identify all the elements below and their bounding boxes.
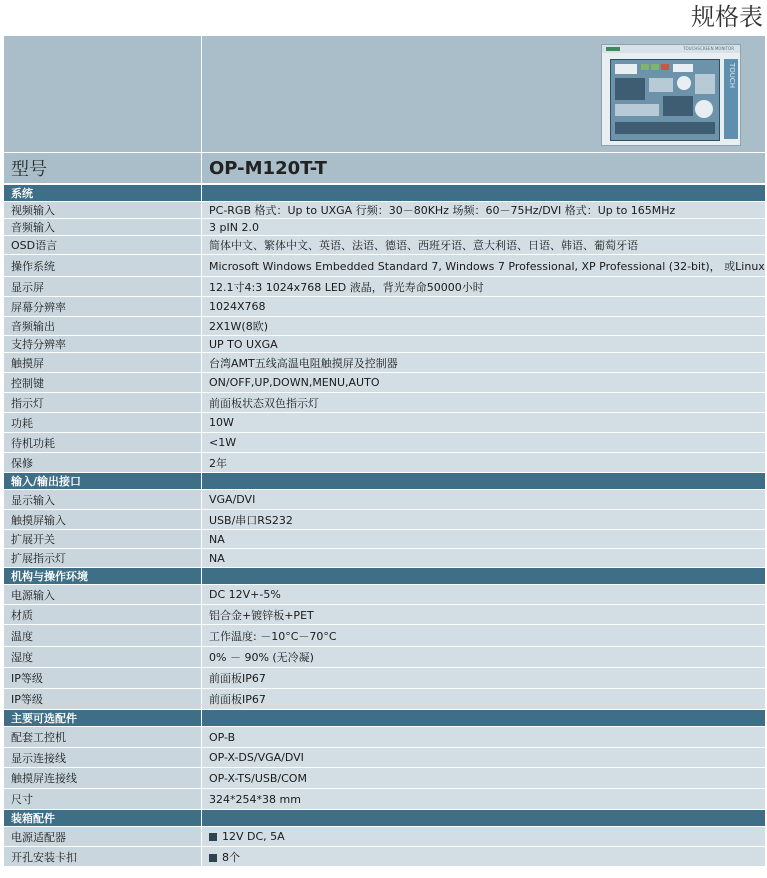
spec-value: 3 pIN 2.0 xyxy=(202,219,766,236)
product-side-label: TOUCH xyxy=(728,63,736,89)
section-header-environment xyxy=(4,568,766,585)
section-title: 主要可选配件 xyxy=(4,710,202,727)
spec-row xyxy=(4,789,766,810)
spec-value: DC 12V+-5% xyxy=(202,585,766,605)
spec-label: 音频输出 xyxy=(4,317,202,336)
spec-label: OSD语言 xyxy=(4,236,202,255)
section-title: 装箱配件 xyxy=(4,810,202,827)
spec-value: VGA/DVI xyxy=(202,490,766,510)
spec-value: 工作温度: －10°C－70°C xyxy=(202,625,766,647)
spec-row xyxy=(4,219,766,236)
spec-value: 简体中文、繁体中文、英语、法语、德语、西班牙语、意大利语、日语、韩语、葡萄牙语 xyxy=(202,236,766,255)
spec-value: OP-X-TS/USB/COM xyxy=(202,768,766,789)
model-value: OP-M120T-T xyxy=(202,153,766,185)
spec-label: 湿度 xyxy=(4,647,202,668)
spec-row xyxy=(4,689,766,710)
spec-row xyxy=(4,748,766,768)
section-title: 系统 xyxy=(4,185,202,202)
spec-row xyxy=(4,393,766,413)
spec-value: UP TO UXGA xyxy=(202,336,766,353)
spec-label: 功耗 xyxy=(4,413,202,433)
model-row xyxy=(4,153,766,185)
spec-label: 控制键 xyxy=(4,373,202,393)
spec-row xyxy=(4,336,766,353)
screen-panel xyxy=(649,78,673,92)
spec-value: Microsoft Windows Embedded Standard 7, Windows 7 Professional, XP Professional (32-bit)， 或Linux xyxy=(202,255,766,277)
spec-label: 触摸屏连接线 xyxy=(4,768,202,789)
spec-label: 屏幕分辨率 xyxy=(4,297,202,317)
spec-value: 324*254*38 mm xyxy=(202,789,766,810)
spec-value: 台湾AMT五线高温电阻触摸屏及控制器 xyxy=(202,353,766,373)
section-header-packing xyxy=(4,810,766,827)
spec-row xyxy=(4,827,766,847)
spec-label: IP等级 xyxy=(4,668,202,689)
spec-label: 指示灯 xyxy=(4,393,202,413)
spec-value: 铝合金+镀锌板+PET xyxy=(202,605,766,625)
screen-dial xyxy=(677,76,691,90)
screen-panel xyxy=(695,74,715,94)
spec-row xyxy=(4,317,766,336)
screen-indicator xyxy=(641,64,649,70)
spec-label: 待机功耗 xyxy=(4,433,202,453)
spec-row xyxy=(4,490,766,510)
spec-value: 12.1寸4:3 1024x768 LED 液晶，背光寿命50000小时 xyxy=(202,277,766,297)
spec-value: 10W xyxy=(202,413,766,433)
spec-row xyxy=(4,353,766,373)
spec-value: 2X1W(8欧) xyxy=(202,317,766,336)
product-banner xyxy=(4,36,766,153)
spec-row xyxy=(4,413,766,433)
spec-label: 扩展开关 xyxy=(4,530,202,549)
spec-label: 显示连接线 xyxy=(4,748,202,768)
spec-label: 音频输入 xyxy=(4,219,202,236)
section-header-accessories xyxy=(4,710,766,727)
spec-value: 前面板IP67 xyxy=(202,689,766,710)
spec-label: 视频输入 xyxy=(4,202,202,219)
spec-value: <1W xyxy=(202,433,766,453)
spec-row xyxy=(4,530,766,549)
spec-value: NA xyxy=(202,530,766,549)
spec-label: 配套工控机 xyxy=(4,727,202,748)
bullet-icon xyxy=(209,854,217,862)
spec-row xyxy=(4,625,766,647)
spec-label: 扩展指示灯 xyxy=(4,549,202,568)
spec-value: OP-B xyxy=(202,727,766,748)
spec-row xyxy=(4,847,766,867)
banner-right xyxy=(202,36,766,153)
model-label: 型号 xyxy=(4,153,202,185)
bullet-icon xyxy=(209,833,217,841)
spec-value xyxy=(202,847,766,867)
spec-label: 尺寸 xyxy=(4,789,202,810)
screen-panel xyxy=(673,64,693,72)
spec-value: NA xyxy=(202,549,766,568)
product-image xyxy=(601,44,741,146)
spec-label: 温度 xyxy=(4,625,202,647)
spec-value xyxy=(202,827,766,847)
spec-label: 操作系统 xyxy=(4,255,202,277)
screen-panel xyxy=(663,96,693,116)
screen-panel xyxy=(615,78,645,100)
spec-label: 保修 xyxy=(4,453,202,473)
spec-row xyxy=(4,373,766,393)
spec-label: IP等级 xyxy=(4,689,202,710)
spec-row xyxy=(4,453,766,473)
spec-value-text: 12V DC, 5A xyxy=(222,830,285,843)
spec-row xyxy=(4,605,766,625)
spec-row xyxy=(4,297,766,317)
spec-value: PC-RGB 格式：Up to UXGA 行频：30－80KHz 场频：60－75Hz/DVI 格式：Up to 165MHz xyxy=(202,202,766,219)
spec-label: 支持分辨率 xyxy=(4,336,202,353)
spec-label: 开孔安装卡扣 xyxy=(4,847,202,867)
section-title: 机构与操作环境 xyxy=(4,568,202,585)
spec-value: 2年 xyxy=(202,453,766,473)
spec-row xyxy=(4,277,766,297)
spec-row xyxy=(4,727,766,748)
spec-row xyxy=(4,236,766,255)
spec-row xyxy=(4,202,766,219)
spec-value: OP-X-DS/VGA/DVI xyxy=(202,748,766,768)
spec-value: USB/串口RS232 xyxy=(202,510,766,530)
spec-label: 电源适配器 xyxy=(4,827,202,847)
section-title: 输入/输出接口 xyxy=(4,473,202,490)
page-title: 规格表 xyxy=(691,3,763,31)
section-header-system xyxy=(4,185,766,202)
section-header-io xyxy=(4,473,766,490)
spec-row xyxy=(4,255,766,277)
screen-panel xyxy=(615,104,659,116)
spec-value: 前面板状态双色指示灯 xyxy=(202,393,766,413)
spec-label: 触摸屏输入 xyxy=(4,510,202,530)
spec-label: 材质 xyxy=(4,605,202,625)
spec-value: 0% － 90% (无冷凝) xyxy=(202,647,766,668)
spec-row xyxy=(4,768,766,789)
spec-row xyxy=(4,510,766,530)
spec-row xyxy=(4,585,766,605)
spec-label: 触摸屏 xyxy=(4,353,202,373)
spec-row xyxy=(4,549,766,568)
spec-table xyxy=(4,36,766,867)
spec-value: 前面板IP67 xyxy=(202,668,766,689)
spec-value: 1024X768 xyxy=(202,297,766,317)
spec-label: 显示输入 xyxy=(4,490,202,510)
product-screen xyxy=(610,59,720,141)
banner-left xyxy=(4,36,202,153)
spec-value: ON/OFF,UP,DOWN,MENU,AUTO xyxy=(202,373,766,393)
screen-panel xyxy=(615,64,637,74)
spec-row xyxy=(4,647,766,668)
screen-footer xyxy=(615,122,715,134)
screen-indicator xyxy=(651,64,659,70)
spec-row xyxy=(4,433,766,453)
spec-label: 电源输入 xyxy=(4,585,202,605)
screen-dial xyxy=(695,100,713,118)
brand-logo-icon xyxy=(606,47,620,51)
spec-value-text: 8个 xyxy=(222,850,240,864)
screen-indicator xyxy=(661,64,669,70)
spec-label: 显示屏 xyxy=(4,277,202,297)
spec-row xyxy=(4,668,766,689)
product-image-header: TOUCHSCREEN MONITOR xyxy=(683,46,734,51)
